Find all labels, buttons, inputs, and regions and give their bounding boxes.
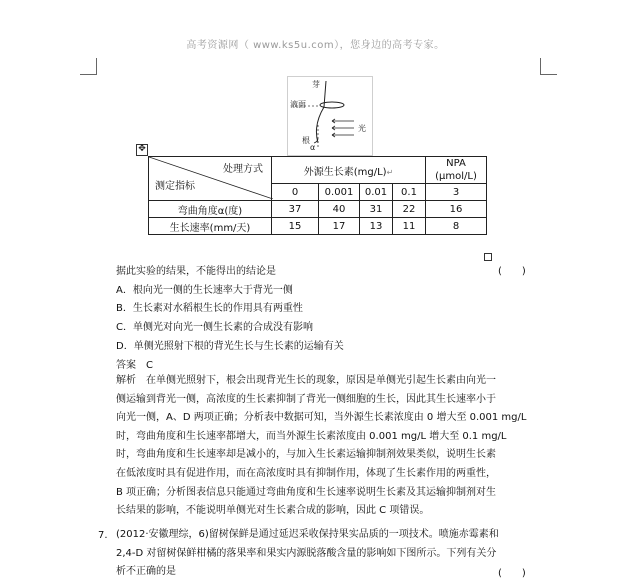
row-label: 生长速率(mm/天): [149, 218, 272, 235]
explanation-line: 时，弯曲角度和生长速率都增大，而当外源生长素浓度由 0.001 mg/L 增大至 0.1 mg/L: [116, 430, 507, 442]
table-cell: 17: [319, 218, 360, 235]
conc-cell: 0: [272, 184, 319, 201]
table-cell: 13: [360, 218, 393, 235]
exo-auxin-header: 外源生长素(mg/L)↵: [272, 157, 426, 184]
table-cell: 22: [393, 201, 426, 218]
option-a: A．根向光一侧的生长速率大于背光一侧: [116, 285, 293, 296]
question-7-line: 2,4-D 对留树保鲜柑橘的落果率和果实内源脱落酸含量的影响如下图所示。下列有关分: [116, 547, 497, 559]
question-7-line: (2012·安徽理综，6)留树保鲜是通过延迟采收保持果实品质的一项技术。喷施赤霉素和: [116, 529, 499, 540]
question-text: 据此实验的结果，不能得出的结论是: [116, 266, 276, 277]
table-cell: 8: [426, 218, 487, 235]
npa-unit: (μmol/L): [435, 171, 477, 182]
explanation-line: 时，弯曲角度和生长速率却是减小的，与加入生长素运输抑制剂效果类似，说明生长素: [116, 449, 496, 461]
conc-cell: 0.01: [360, 184, 393, 201]
npa-header: NPA (μmol/L): [426, 157, 487, 184]
angle-label: α: [310, 143, 316, 152]
conc-cell: 0.1: [393, 184, 426, 201]
crop-mark-top-left: [80, 58, 97, 75]
table-cell: 37: [272, 201, 319, 218]
conc-cell: 3: [426, 184, 487, 201]
diag-top-label: 处理方式: [223, 164, 263, 175]
table-resize-handle[interactable]: [484, 253, 492, 261]
row-label: 弯曲角度α(度): [149, 201, 272, 218]
table-cell: 15: [272, 218, 319, 235]
table-row: [149, 218, 487, 235]
table-cell: 31: [360, 201, 393, 218]
table-cell: 11: [393, 218, 426, 235]
table-cell: 40: [319, 201, 360, 218]
option-d: D．单侧光照射下根的背光生长与生长素的运输有关: [116, 341, 344, 352]
data-table: [148, 156, 487, 235]
table-row: [149, 201, 487, 218]
question-paren: ( ): [498, 266, 526, 277]
explanation-line: 向光一侧，A、D 两项正确；分析表中数据可知，当外源生长素浓度由 0 增大至 0.001 mg/L: [116, 412, 527, 424]
table-move-handle[interactable]: ✥: [136, 144, 148, 156]
root-diagram: [288, 77, 372, 155]
conc-cell: 0.001: [319, 184, 360, 201]
question-7-line: 析不正确的是: [116, 566, 176, 578]
question-7-text: [116, 526, 546, 582]
explanation-line: 解析 在单侧光照射下，根会出现背光生长的现象，原因是单侧光引起生长素由向光一: [116, 375, 496, 386]
answer-line: 答案 C: [116, 360, 153, 371]
liquid-surface-label: 液面: [290, 100, 306, 109]
explanation-line: 在低浓度时具有促进作用，而在高浓度时具有抑制作用，体现了生长素作用的两重性，: [116, 467, 496, 479]
question-7-paren: ( ): [498, 568, 526, 579]
explanation-line: 长结果的影响，不能说明单侧光对生长素合成的影响，因此 C 项错误。: [116, 505, 430, 517]
light-label: 光: [358, 124, 366, 133]
table-cell: 16: [426, 201, 487, 218]
diag-bottom-label: 测定指标: [155, 181, 195, 192]
bud-label: 芽: [312, 80, 320, 89]
table-header-row: [149, 157, 487, 184]
explanation-line: B 项正确；分析图表信息只能通过弯曲角度和生长速率说明生长素及其运输抑制剂对生: [116, 486, 497, 498]
root-experiment-figure: [287, 76, 373, 156]
data-table-wrap: [148, 156, 487, 235]
question-7-number: 7.: [98, 530, 108, 541]
explanation: [116, 372, 546, 521]
root-label: 根: [302, 136, 310, 145]
diagonal-header-cell: [149, 157, 272, 201]
explanation-line: 侧运输到背光一侧，高浓度的生长素抑制了背光一侧细胞的生长，因此其生长速率小于: [116, 393, 496, 405]
option-c: C．单侧光对向光一侧生长素的合成没有影响: [116, 322, 313, 333]
crop-mark-top-right: [540, 58, 557, 75]
option-b: B．生长素对水稻根生长的作用具有两重性: [116, 303, 303, 314]
page-header: 高考资源网（ www.ks5u.com），您身边的高考专家。: [186, 40, 445, 51]
